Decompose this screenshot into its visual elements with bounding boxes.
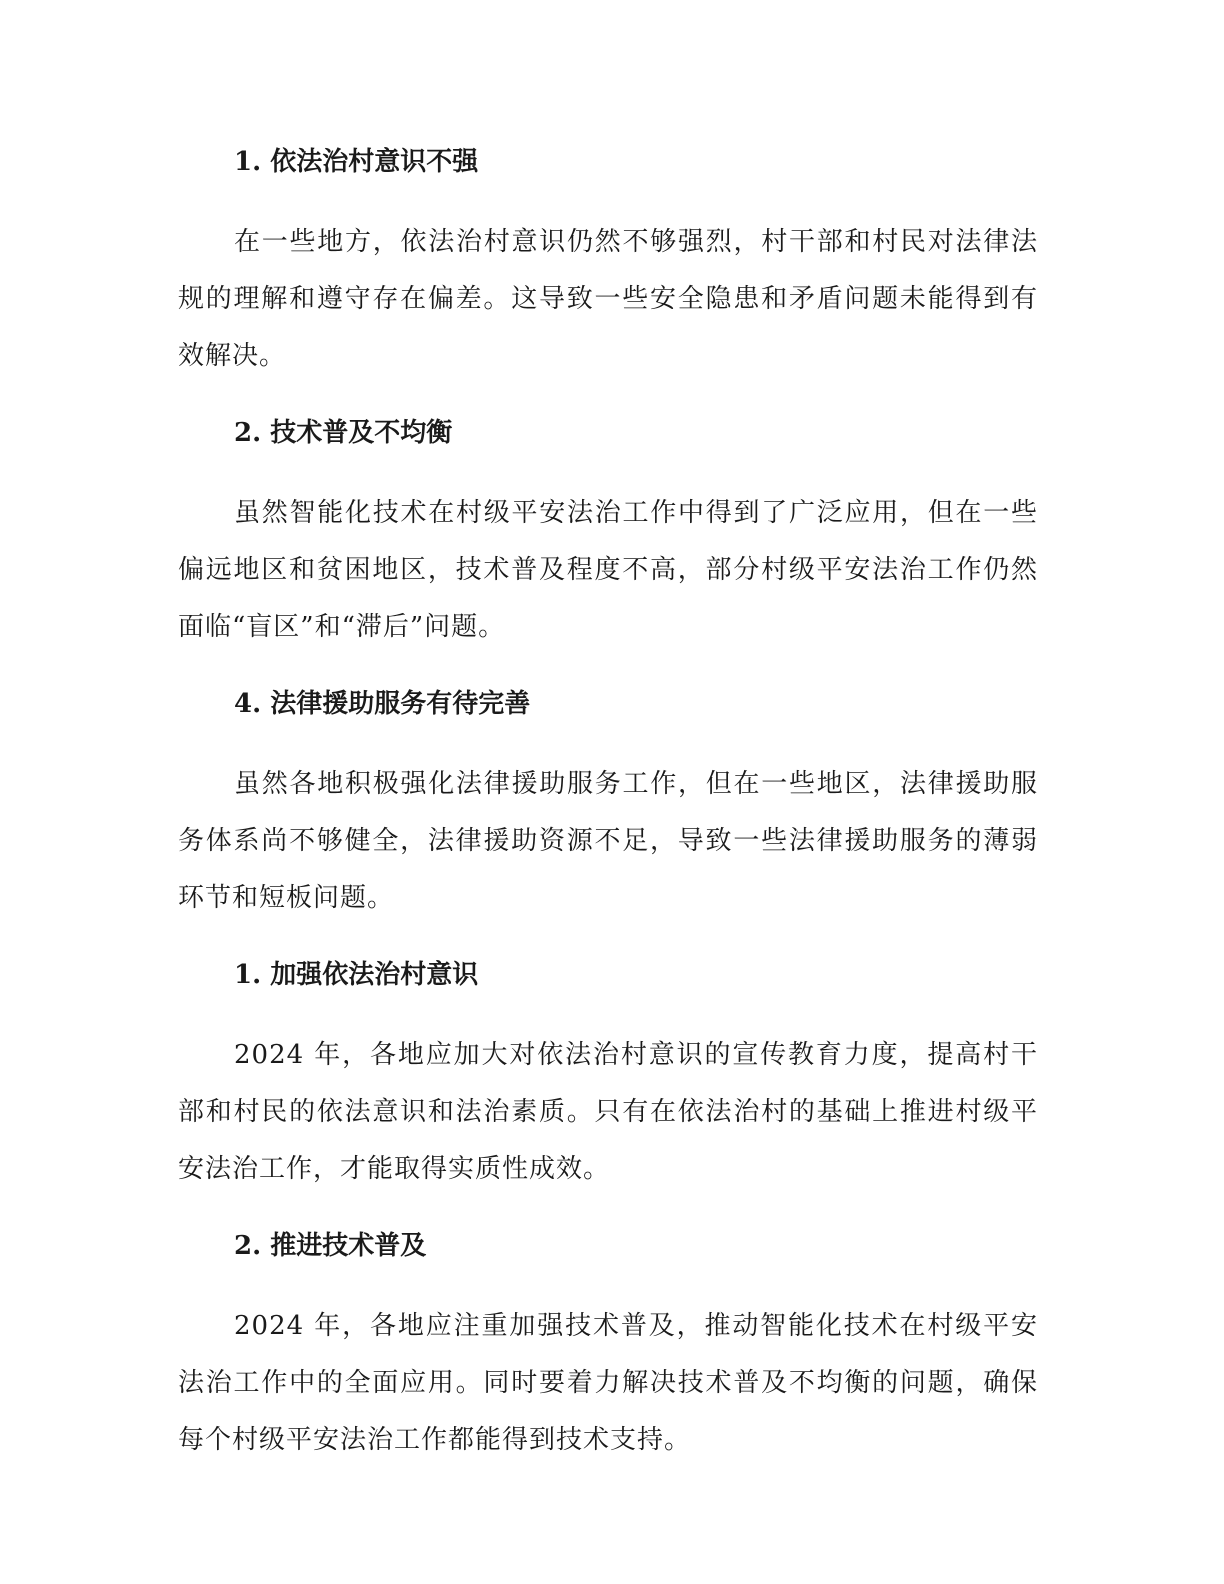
section-paragraph: 2024 年，各地应加大对依法治村意识的宣传教育力度，提高村干部和村民的依法意识和法治素质。只有在依法治村的基础上推进村级平安法治工作，才能取得实质性成效。 [178,1040,1038,1184]
section-paragraph: 虽然智能化技术在村级平安法治工作中得到了广泛应用，但在一些偏远地区和贫困地区，技术普及程度不高，部分村级平安法治工作仍然面临“盲区”和“滞后”问题。 [178,498,1038,642]
section-heading: 1. 加强依法治村意识 [234,960,479,990]
section-heading: 1. 依法治村意识不强 [234,147,479,177]
section-heading: 2. 推进技术普及 [234,1231,427,1261]
section-paragraph: 在一些地方，依法治村意识仍然不够强烈，村干部和村民对法律法规的理解和遵守存在偏差。这导致一些安全隐患和矛盾问题未能得到有效解决。 [178,227,1038,371]
section-paragraph: 2024 年，各地应注重加强技术普及，推动智能化技术在村级平安法治工作中的全面应用。同时要着力解决技术普及不均衡的问题，确保每个村级平安法治工作都能得到技术支持。 [178,1311,1038,1455]
section-heading: 2. 技术普及不均衡 [234,418,453,448]
document-body [178,136,1038,1469]
section-heading: 4. 法律援助服务有待完善 [234,689,531,719]
section-paragraph: 虽然各地积极强化法律援助服务工作，但在一些地区，法律援助服务体系尚不够健全，法律援助资源不足，导致一些法律援助服务的薄弱环节和短板问题。 [178,769,1038,913]
